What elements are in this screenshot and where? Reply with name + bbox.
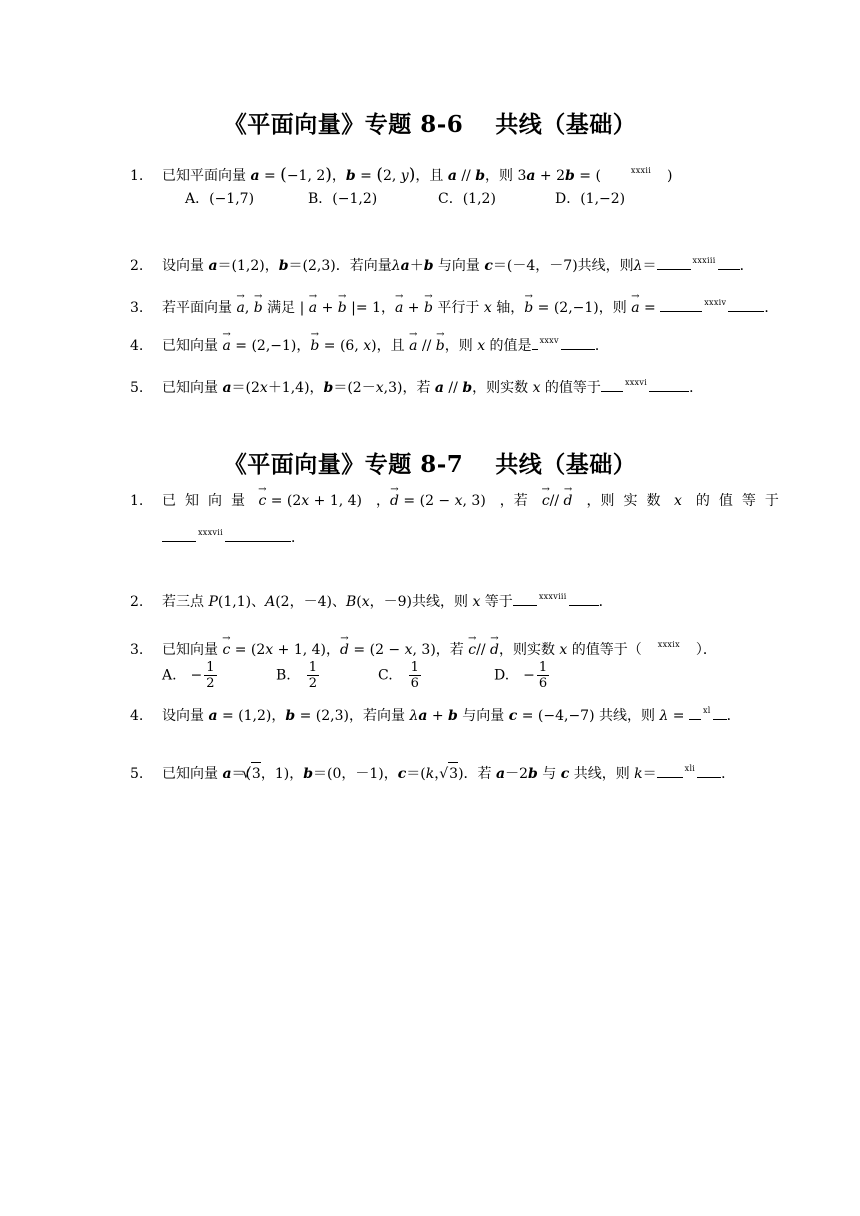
- option-d: D. − $\frac{1}{6}$: [494, 660, 548, 691]
- question-8-7-2: 2. 若三点 P(1,1)、A(2，－4)、B(x，－9)共线，则 x 等于 $^{xxxviii}$ ．: [130, 592, 613, 610]
- endnote-ref: xl: [702, 706, 711, 715]
- question-8-7-3: 3. 已知向量 → c = (2x + 1, 4)，→ d = (2 − x, 3)，若 → c// → d，则实数 x 的值等于（ $^{xxxix}$ ）．: [130, 634, 735, 661]
- endnote-ref: xxxii: [630, 166, 652, 175]
- option-b: B. $\frac{1}{2}$: [276, 660, 318, 691]
- question-8-7-1-answer: $^{xxxvii}$ ．: [162, 522, 767, 549]
- options-8-6-1: [185, 188, 625, 208]
- option-c: C．(1,2): [438, 191, 496, 207]
- section-title-8-7: 《平面向量》专题 8-7 共线（基础）: [223, 451, 637, 478]
- endnote-ref: xxxviii: [538, 592, 567, 601]
- question-8-7-5: 5. 已知向量 a＝(√ 3，1)，b＝(0，－1)，c＝(k，√ 3)．若 a－2b 与 c 共线，则 k＝ $^{xli}$ ．: [130, 758, 735, 785]
- question-8-6-2: 2. 设向量 a＝(1,2)，b＝(2,3)．若向量λa＋b 与向量 c＝(－4，－7)共线，则λ＝ $^{xxxiii}$ ．: [130, 256, 754, 274]
- option-d: D．(1,−2): [555, 191, 626, 207]
- option-c: C. $\frac{1}{6}$: [378, 660, 419, 691]
- endnote-ref: xxxvi: [624, 378, 648, 387]
- question-8-7-1: 1. 已知向量 → c = (2x + 1, 4) ，→ d = (2 − x, 3) ，若 → c// → d ，则实数 x 的值等于: [130, 490, 735, 512]
- question-8-6-4: 4. 已知向量 → a = (2,−1)，→ b = (6, x)，且 → a // → b，则 x 的值是 $^{xxxv}$ ．: [130, 330, 735, 357]
- option-a: A. − $\frac{1}{2}$: [162, 660, 215, 691]
- option-a: A．(−1,7): [185, 191, 255, 207]
- option-b: B．(−1,2): [308, 191, 378, 207]
- options-8-7-3: [162, 660, 551, 691]
- question-8-6-5: 5. 已知向量 a＝(2x＋1,4)，b＝(2－x,3)，若 a // b，则实数 x 的值等于 $^{xxxvi}$ ．: [130, 378, 704, 396]
- endnote-ref: xxxvii: [198, 528, 223, 537]
- question-8-7-4: 4. 设向量 a = (1,2)，b = (2,3)，若向量 λa + b 与向量 c = (−4,−7) 共线，则 λ = $^{xl}$ ．: [130, 706, 741, 724]
- endnote-ref: xxxiv: [704, 298, 727, 307]
- endnote-ref: xxxix: [657, 640, 680, 649]
- section-title-8-6: 《平面向量》专题 8-6 共线（基础）: [223, 111, 637, 138]
- question-8-6-3: 3. 若平面向量 → a, → b 满足 | → a + → b |= 1，→ a + → b 平行于 x 轴，→ b = (2,−1)，则 → a = $^{xxxiv}$ ．: [130, 292, 735, 319]
- endnote-ref: xli: [684, 764, 696, 773]
- endnote-ref: xxxiii: [692, 256, 716, 265]
- endnote-ref: xxxv: [539, 336, 559, 345]
- question-8-6-1: 1. 已知平面向量 a = (−1, 2)，b = (2, y)，且 a // b，则 3a + 2b = ( $^{xxxii}$ ): [130, 165, 673, 185]
